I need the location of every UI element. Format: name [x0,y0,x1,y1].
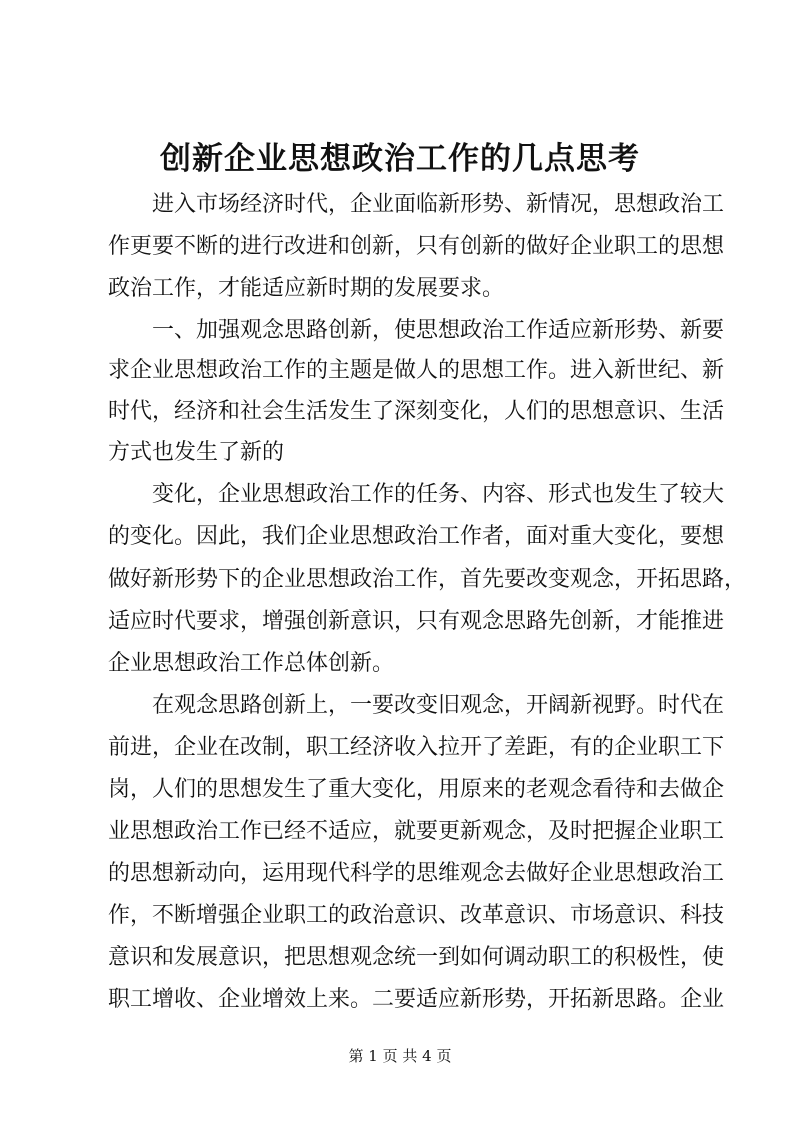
paragraph-line: 前进，企业在改制，职工经济收入拉开了差距，有的企业职工下 [108,735,725,760]
paragraph-line: 求企业思想政治工作的主题是做人的思想工作。进入新世纪、新 [108,358,725,383]
paragraph-line: 进入市场经济时代，企业面临新形势、新情况，思想政治工 [152,192,725,217]
paragraph-line: 在观念思路创新上，一要改变旧观念，开阔新视野。时代在 [152,693,725,718]
paragraph-line: 的变化。因此，我们企业思想政治工作者，面对重大变化，要想 [108,524,725,549]
document-title: 创新企业思想政治工作的几点思考 [160,141,640,177]
page-number-footer: 第 1 页 共 4 页 [348,1047,452,1065]
paragraph-line: 方式也发生了新的 [108,440,285,465]
paragraph-line: 时代，经济和社会生活发生了深刻变化，人们的思想意识、生活 [108,399,725,424]
paragraph-line: 岗，人们的思想发生了重大变化，用原来的老观念看待和去做企 [108,777,725,802]
paragraph-line: 业思想政治工作已经不适应，就要更新观念，及时把握企业职工 [108,819,725,844]
paragraph-line: 适应时代要求，增强创新意识，只有观念思路先创新，才能推进 [108,609,725,634]
paragraph-line: 意识和发展意识，把思想观念统一到如何调动职工的积极性，使 [108,945,725,970]
paragraph-line: 职工增收、企业增效上来。二要适应新形势，开拓新思路。企业 [108,987,725,1012]
paragraph-line: 做好新形势下的企业思想政治工作，首先要改变观念，开拓思路， [108,567,747,592]
paragraph-line: 变化，企业思想政治工作的任务、内容、形式也发生了较大 [152,482,725,507]
paragraph-line: 政治工作，才能适应新时期的发展要求。 [108,276,505,301]
paragraph-line: 作更要不断的进行改进和创新，只有创新的做好企业职工的思想 [108,234,725,259]
paragraph-line: 作，不断增强企业职工的政治意识、改革意识、市场意识、科技 [108,903,725,928]
paragraph-line: 一、加强观念思路创新，使思想政治工作适应新形势、新要 [152,318,725,343]
paragraph-line: 的思想新动向，运用现代科学的思维观念去做好企业思想政治工 [108,861,725,886]
paragraph-line: 企业思想政治工作总体创新。 [108,651,395,676]
